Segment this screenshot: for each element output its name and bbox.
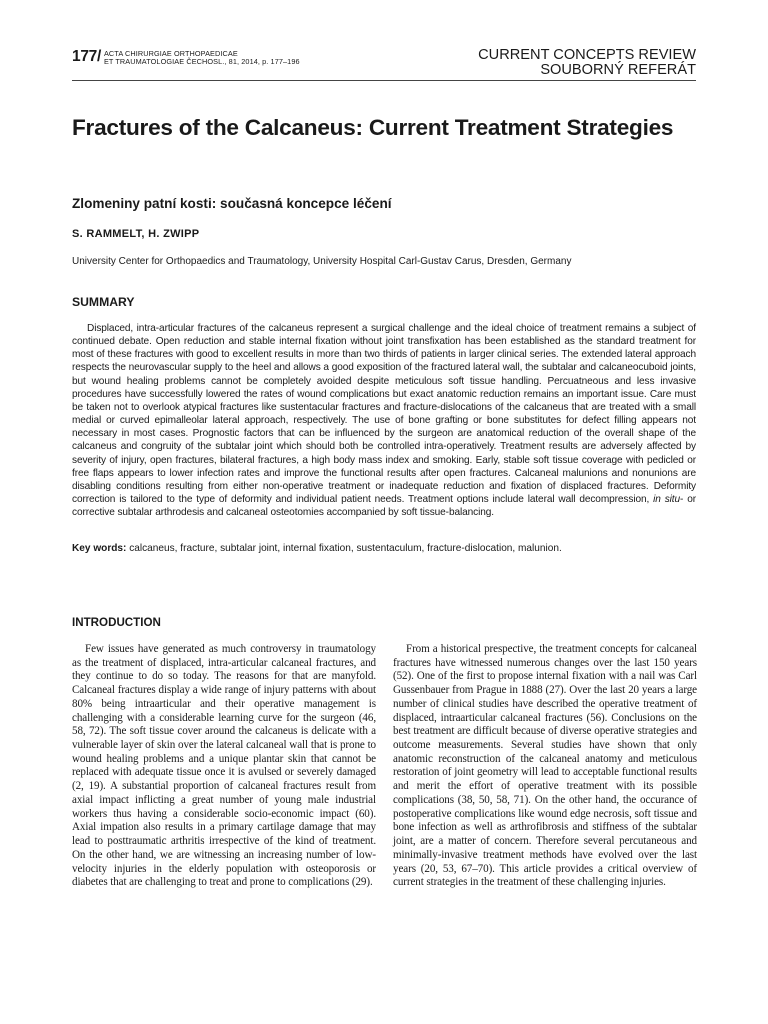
section-label: [478, 48, 696, 79]
header-divider: [72, 80, 696, 81]
article-authors: S. RAMMELT, H. ZWIPP: [72, 228, 200, 240]
journal-name: ACTA CHIRURGIAE ORTHOPAEDICAE: [103, 49, 238, 58]
journal-issue: ET TRAUMATOLOGIAE ČECHOSL., 81, 2014, p. 177–196: [103, 57, 300, 67]
section-label-czech: SOUBORNÝ REFERÁT: [540, 62, 696, 79]
introduction-column-right: From a historical prespective, the treatment concepts for calcaneal fractures have witnessed numerous changes over the last 150 years (52). One of the first to propose internal fixation with a nail was Carl Gussenbauer from Prague in 1888 (27). Over the last 20 years a large number of clinical studies have described the operative treatment of displaced, intraarticular calcaneal fractures (56). Conclusions on the best treatment are difficult because of diverse operative strategies and outcome measurements. Several studies have shown that only anatomic reconstruction of the calcaneal anatomy and meticulous restoration of joint geometry will lead to acceptable functional results and merit the effort of operative treatment with its possible complications (38, 50, 58, 71). On the other hand, the occurance of postoperative complications like wound edge necrosis, soft tissue and bone infection as well as arthrofibrosis and stiffness of the subtalar joint, are a matter of concern. Therefore several percutaneous and minimally-invasive treatment methods have evolved over the last years (20, 53, 67–70). This article provides a critical overview of current strategies in the treatment of these challenging injuries.: [393, 643, 697, 889]
page-number: 177/: [72, 48, 101, 65]
summary-text-part2: - or corrective subtalar arthrodesis and calcaneal osteotomies accompanied by soft tissue-balancing.: [72, 494, 696, 519]
journal-header: [72, 49, 300, 67]
article-title: Fractures of the Calcaneus: Current Treatment Strategies: [72, 115, 674, 140]
keywords: [72, 542, 696, 555]
introduction-column-left: Few issues have generated as much controversy in traumatology as the treatment of displaced, intra-articular calcaneal fractures, and they continue to do so today. The reasons for that are manyfold. Calcaneal fractures display a wide range of injury patterns with about 80% being intraarticular and their operative management is challenging with a considerable learning curve for the surgeon (46, 58, 72). The soft tissue cover around the calcaneus is delicate with a vulnerable layer of skin over the lateral calcaneal wall that is prone to wound healing problems and a unique plantar skin that cannot be replaced with adequate tissue once it is avulsed or severely damaged (2, 19). A substantial proportion of calcaneal fractures result from axial impact inflicting a great number of young male industrial workers thus having a considerable socio-economic impact (60). Axial impation also results in a primary cartilage damage that may lead to posttraumatic arthritis irrespective of the kind of treatment. On the other hand, we are witnessing an increasing number of low-velocity injuries in the elderly population with osteoporosis or diabetes that are challenging to treat and prone to complications (29).: [72, 643, 376, 889]
keywords-label: Key words:: [72, 543, 127, 554]
summary-text-part1: Displaced, intra-articular fractures of the calcaneus represent a surgical challenge and the ideal choice of treatment remains a subject of continued debate. Open reduction and stable internal fixation without joint transfixation has been established as the standard treatment for most of these fractures with good to excellent results in more than two thirds of patients in larger clinical series. The extended lateral approach respects the neurovascular supply to the heel and allows a good exposition of the fractured lateral wall, the subtalar and calcaneocuboid joints, but wound healing problems cannot be completely avoided despite meticulous soft tissue handling. Percuatneous and less invasive procedures have successfully lowered the rates of wound complications but exact anatomic reduction remains an important issue. Care must be taken not to overlook atypical fractures like sustentacular fractures and fracture-dislocations of the calcaneus that are treated with a small medial or curved epimalleolar lateral approach, respectively. The use of bone grafting or bone substitutes for defect filling appears not necessary in most cases. Prognostic factors that can be influenced by the surgeon are anatomical reduction of the overall shape of the calcaneus and congruity of the subtalar joint which should both be controlled intra-operatively. Treatment results are adversely affected by severity of injury, open fractures, bilateral fractures, a high body mass index and smoking. Early, stable soft tissue coverage with pedicled or free flaps appears to lower infection rates and improve the functional results after open fractures. Calcaneal malunions and nonunions are disabling conditions resulting from either non-operative treatment or inadequate reduction and fixation of displaced fractures. Deformity correction is tailored to the type of deformity and individual patient needs. Treatment options include lateral wall decompression,: [72, 323, 696, 506]
article-subtitle: Zlomeniny patní kosti: současná koncepce léčení: [72, 196, 392, 211]
journal-citation: [104, 50, 300, 67]
keywords-list: calcaneus, fracture, subtalar joint, internal fixation, sustentaculum, fracture-dislocation, malunion.: [126, 543, 562, 554]
summary-paragraph: [72, 322, 696, 519]
introduction-heading: INTRODUCTION: [72, 616, 161, 629]
summary-heading: SUMMARY: [72, 295, 135, 309]
section-label-english: CURRENT CONCEPTS REVIEW: [478, 47, 696, 63]
summary-italic-term: in situ: [653, 494, 681, 506]
author-affiliation: University Center for Orthopaedics and Traumatology, University Hospital Carl-Gustav Carus, Dresden, Germany: [72, 256, 572, 267]
